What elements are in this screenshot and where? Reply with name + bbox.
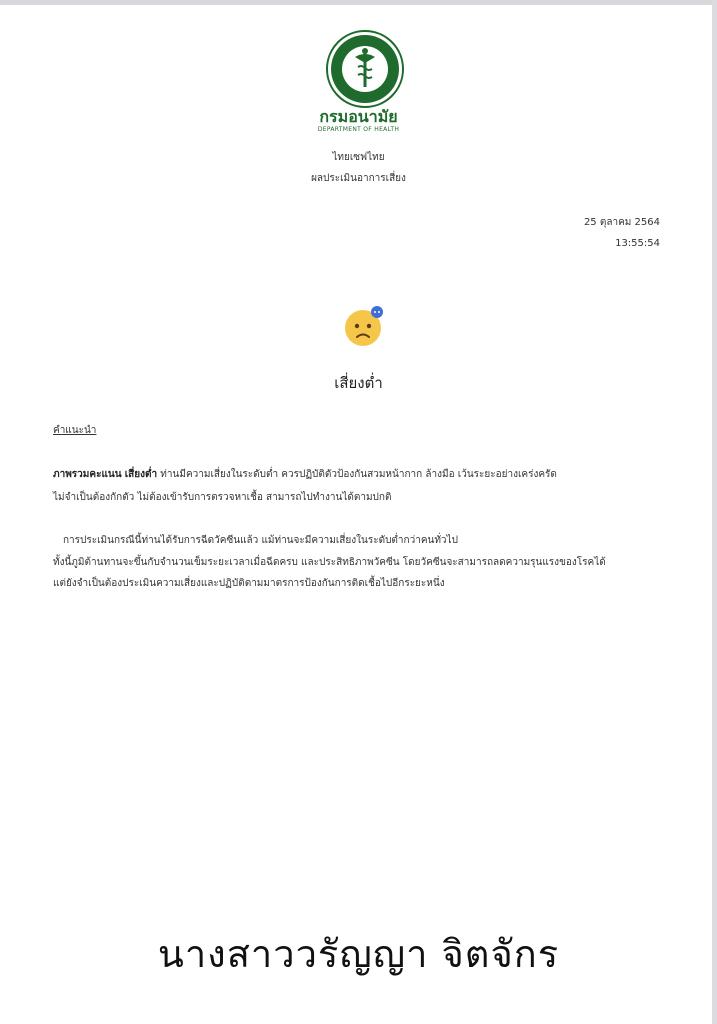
vaccine-line-2: ทั้งนี้ภูมิต้านทานจะขึ้นกับจำนวนเข็มระยะเวลาเมื่อฉีดครบ และประสิทธิภาพวัคซีน โดยวัคซีนจะสามารถลดความรุนแรงของโรคได้ xyxy=(53,557,606,568)
org-name-th: กรมอนามัย xyxy=(319,107,398,126)
report-time: 13:55:54 xyxy=(615,238,660,249)
report-date: 25 ตุลาคม 2564 xyxy=(583,217,660,228)
summary-level: เสี่ยงต่ำ xyxy=(124,469,158,480)
page-edge xyxy=(712,0,717,1024)
summary-text-1: ท่านมีความเสี่ยงในระดับต่ำ ควรปฏิบัติตัวป้องกันสวมหน้ากาก ล้างมือ เว้นระยะอย่างเคร่งครัด xyxy=(157,469,557,480)
advice-heading: คำแนะนำ xyxy=(53,425,97,436)
risk-level-label: เสี่ยงต่ำ xyxy=(334,374,383,392)
app-subtitle: ไทยเซฟไทย xyxy=(332,152,385,163)
vaccine-line-1: การประเมินกรณีนี้ท่านได้รับการฉีดวัคซีนแล้ว แม้ท่านจะมีความเสี่ยงในระดับต่ำกว่าคนทั่วไป xyxy=(63,535,458,546)
summary-label: ภาพรวมคะแนน xyxy=(53,469,122,480)
summary-line-2: ไม่จำเป็นต้องกักตัว ไม่ต้องเข้ารับการตรวจหาเชื้อ สามารถไปทำงานได้ตามปกติ xyxy=(53,492,392,503)
ministry-of-public-health-logo xyxy=(325,29,405,109)
person-name: นางสาววรัญญา จิตจักร xyxy=(157,932,560,976)
org-name-en: DEPARTMENT OF HEALTH xyxy=(317,126,400,133)
summary-line-1 xyxy=(53,467,557,482)
report-title: ผลประเมินอาการเสี่ยง xyxy=(311,173,406,184)
vaccine-line-3: แต่ยังจำเป็นต้องประเมินความเสี่ยงและปฏิบัติตามมาตรการป้องกันการติดเชื้อไปอีกระยะหนึ่ง xyxy=(53,578,445,589)
worried-face-icon xyxy=(340,304,390,348)
